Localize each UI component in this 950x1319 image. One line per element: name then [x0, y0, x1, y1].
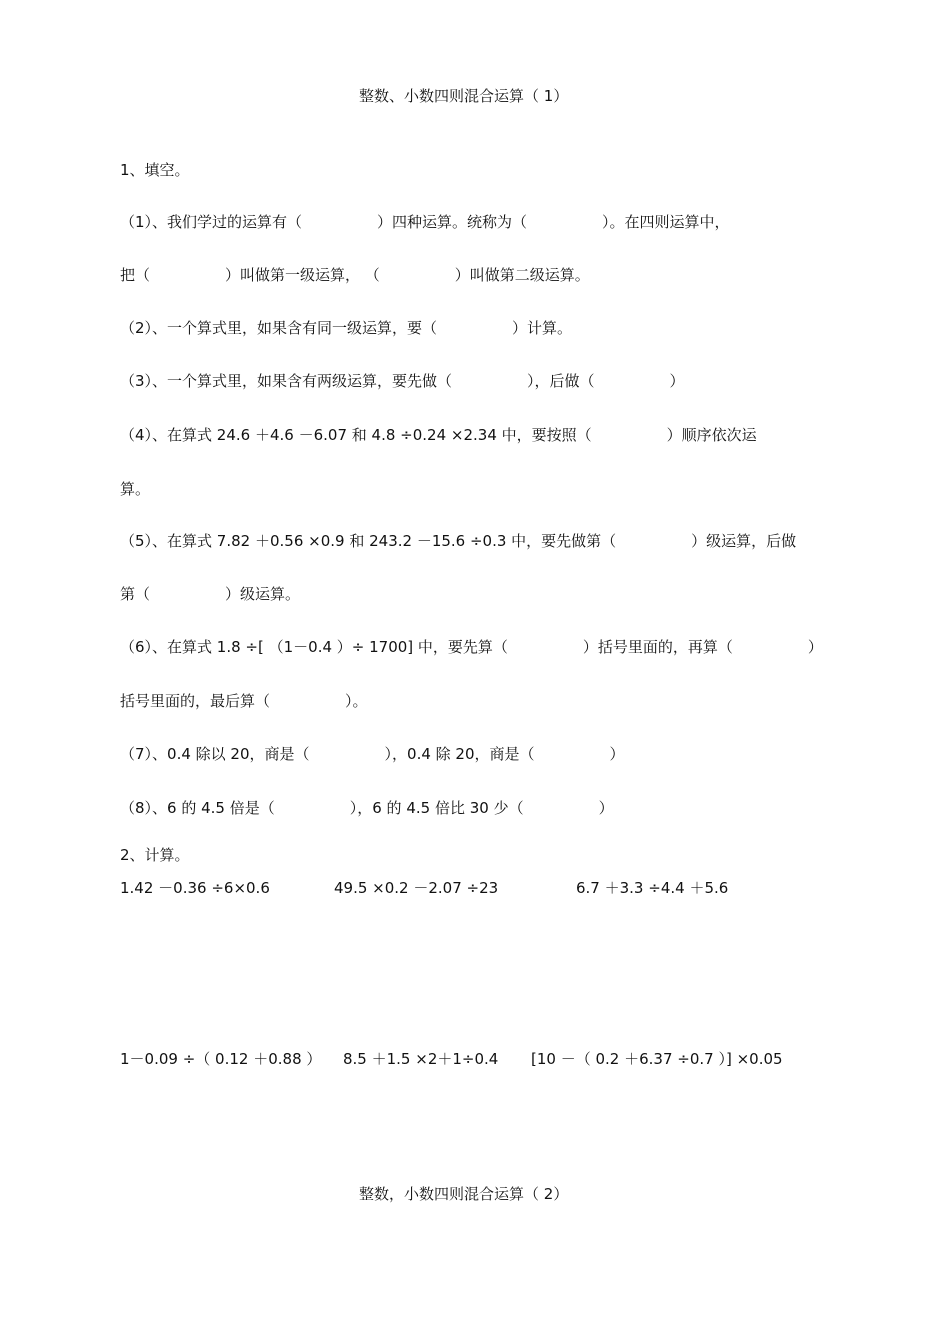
section-heading-calc: 2、计算。: [120, 846, 190, 864]
question-2: （2）、一个算式里，如果含有同一级运算，要（ ）计算。: [120, 319, 573, 337]
page-title-1: 整数、小数四则混合运算（ 1）: [359, 87, 569, 105]
question-1-line-2: 把（ ）叫做第一级运算， （ ）叫做第二级运算。: [120, 266, 590, 284]
question-5-line-2: 第（ ）级运算。: [120, 585, 301, 603]
question-3: （3）、一个算式里，如果含有两级运算，要先做（ ），后做（ ）: [120, 372, 685, 390]
section-heading-fill: 1、填空。: [120, 161, 190, 179]
calc-expression: 1.42 －0.36 ÷6×0.6: [120, 879, 270, 897]
question-1-line-1: （1）、我们学过的运算有（ ）四种运算。统称为（ ）。在四则运算中，: [120, 213, 730, 231]
page-title-2: 整数，小数四则混合运算（ 2）: [359, 1185, 569, 1203]
question-6-line-1: （6）、在算式 1.8 ÷[ （1－0.4 ）÷ 1700] 中，要先算（ ）括号里面的，再算（ ）: [120, 638, 823, 656]
question-8: （8）、6 的 4.5 倍是（ ），6 的 4.5 倍比 30 少（ ）: [120, 799, 614, 817]
calc-expression: [10 －（ 0.2 ＋6.37 ÷0.7 ）] ×0.05: [531, 1050, 783, 1068]
question-4-line-1: （4）、在算式 24.6 ＋4.6 －6.07 和 4.8 ÷0.24 ×2.34 中，要按照（ ）顺序依次运: [120, 426, 757, 444]
question-6-line-2: 括号里面的，最后算（ ）。: [120, 692, 368, 710]
question-7: （7）、0.4 除以 20，商是（ ），0.4 除 20，商是（ ）: [120, 745, 625, 763]
calc-expression: 8.5 ＋1.5 ×2＋1÷0.4: [343, 1050, 499, 1068]
question-5-line-1: （5）、在算式 7.82 ＋0.56 ×0.9 和 243.2 －15.6 ÷0.3 中，要先做第（ ）级运算，后做: [120, 532, 797, 550]
calc-expression: 49.5 ×0.2 －2.07 ÷23: [334, 879, 499, 897]
calc-expression: 6.7 ＋3.3 ÷4.4 ＋5.6: [576, 879, 729, 897]
question-4-line-2: 算。: [120, 480, 151, 498]
calc-expression: 1－0.09 ÷（ 0.12 ＋0.88 ）: [120, 1050, 322, 1068]
